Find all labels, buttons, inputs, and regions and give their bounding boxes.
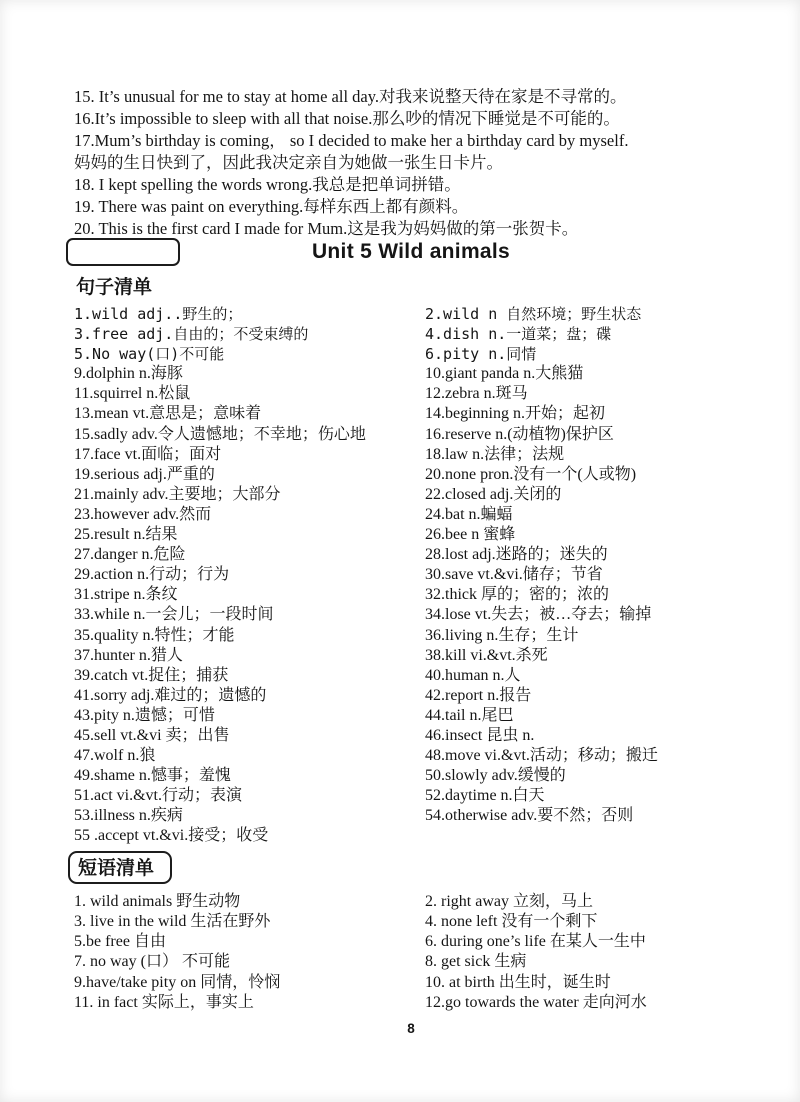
vocab-entry-right: 16.reserve n.(动植物)保护区 xyxy=(425,425,614,443)
vocab-entry-right: 18.law n.法律；法规 xyxy=(425,445,565,463)
vocab-entry-right: 52.daytime n.白天 xyxy=(425,787,545,805)
vocab-entry-right: 14.beginning n.开始；起初 xyxy=(425,405,605,423)
vocab-entry-right: 44.tail n.尾巴 xyxy=(425,706,514,724)
vocab-entry-right: 6.pity n.同情 xyxy=(425,345,537,364)
phrase-entry-right: 6. during one’s life 在某人一生中 xyxy=(425,933,646,951)
vocab-entry-right: 42.report n.报告 xyxy=(425,686,532,704)
vocab-row xyxy=(74,786,748,806)
vocab-entry-right: 4.dish n.一道菜；盘；碟 xyxy=(425,325,612,344)
vocab-entry-right: 54.otherwise adv.要不然；否则 xyxy=(425,807,634,825)
vocab-row xyxy=(74,746,748,766)
vocab-entry-left: 43.pity n.遗憾；可惜 xyxy=(74,706,215,724)
vocab-entry-right: 20.none pron.没有一个(人或物) xyxy=(425,465,637,483)
vocab-entry-left: 9.dolphin n.海豚 xyxy=(74,365,183,383)
vocab-row xyxy=(74,304,748,324)
vocab-row xyxy=(74,344,748,364)
vocab-row xyxy=(74,465,748,485)
vocab-entry-left: 33.while n.一会儿；一段时间 xyxy=(74,606,274,624)
vocab-entry-right: 24.bat n.蝙蝠 xyxy=(425,505,513,523)
vocab-entry-right: 12.zebra n.斑马 xyxy=(425,385,528,403)
phrase-list-label: 短语清单 xyxy=(68,851,172,884)
vocab-entry-right: 2.wild n 自然环境；野生状态 xyxy=(425,305,642,323)
phrase-entry-left: 3. live in the wild 生活在野外 xyxy=(74,912,271,930)
vocab-row xyxy=(74,425,748,445)
vocab-entry-left: 47.wolf n.狼 xyxy=(74,747,156,765)
phrase-row xyxy=(74,973,748,993)
phrase-entry-left: 11. in fact 实际上，事实上 xyxy=(74,994,254,1012)
vocab-entry-right: 30.save vt.&vi.储存；节省 xyxy=(425,566,603,584)
sentence-list-label: 句子清单 xyxy=(76,277,153,298)
vocab-entry-left: 13.mean vt.意思是；意味着 xyxy=(74,405,262,423)
vocab-row xyxy=(74,766,748,786)
vocab-entry-left: 25.result n.结果 xyxy=(74,526,178,544)
vocab-row xyxy=(74,505,748,525)
review-sentence-line: 19. There was paint on everything.每样东西上都有颜料。 xyxy=(74,197,469,216)
phrase-entry-right: 10. at birth 出生时，诞生时 xyxy=(425,973,611,991)
vocab-entry-right: 22.closed adj.关闭的 xyxy=(425,485,562,503)
vocab-entry-left: 17.face vt.面临；面对 xyxy=(74,445,222,463)
vocab-row xyxy=(74,565,748,585)
vocab-entry-left: 27.danger n.危险 xyxy=(74,546,186,564)
vocab-entry-left: 45.sell vt.&vi 卖；出售 xyxy=(74,726,230,744)
phrase-row xyxy=(74,892,748,912)
phrase-entry-right: 4. none left 没有一个剩下 xyxy=(425,912,598,930)
vocab-entry-left: 49.shame n.憾事；羞愧 xyxy=(74,767,231,785)
vocab-entry-left: 29.action n.行动；行为 xyxy=(74,566,230,584)
vocab-entry-right: 36.living n.生存；生计 xyxy=(425,626,579,644)
vocab-entry-right: 40.human n.人 xyxy=(425,666,521,684)
vocab-entry-left: 41.sorry adj.难过的；遗憾的 xyxy=(74,686,267,704)
vocab-entry-left: 3.free adj.自由的；不受束缚的 xyxy=(74,325,309,344)
vocab-entry-left: 15.sadly adv.令人遗憾地；不幸地；伤心地 xyxy=(74,425,366,443)
vocab-entry-left: 23.however adv.然而 xyxy=(74,505,212,523)
unit-title-row xyxy=(74,240,748,270)
sentence-review-list xyxy=(74,86,748,240)
vocab-row xyxy=(74,686,748,706)
vocab-entry-left: 21.mainly adv.主要地；大部分 xyxy=(74,485,281,503)
review-sentence-line: 17.Mum’s birthday is coming， so I decided to make her a birthday card by myself. xyxy=(74,131,629,150)
phrase-entry-left: 7. no way (口） 不可能 xyxy=(74,953,230,971)
phrase-entry-right: 2. right away 立刻，马上 xyxy=(425,892,593,910)
vocab-entry-right: 26.bee n 蜜蜂 xyxy=(425,526,516,544)
vocab-row xyxy=(74,384,748,404)
vocab-row xyxy=(74,646,748,666)
review-sentence-line: 18. I kept spelling the words wrong.我总是把单词拼错。 xyxy=(74,175,461,194)
vocab-row xyxy=(74,626,748,646)
vocab-row xyxy=(74,605,748,625)
vocab-entry-right: 34.lose vt.失去；被…夺去；输掉 xyxy=(425,606,652,624)
vocab-list xyxy=(74,304,748,847)
review-sentence-line: 15. It’s unusual for me to stay at home all day.对我来说整天待在家是不寻常的。 xyxy=(74,87,627,106)
phrase-row xyxy=(74,952,748,972)
phrase-row xyxy=(74,993,748,1013)
vocab-entry-right: 48.move vi.&vt.活动；移动；搬迁 xyxy=(425,747,658,765)
vocab-entry-right: 46.insect 昆虫 n. xyxy=(425,726,535,744)
vocab-entry-left: 31.stripe n.条纹 xyxy=(74,586,178,604)
vocab-row xyxy=(74,726,748,746)
review-sentence-line: 16.It’s impossible to sleep with all that noise.那么吵的情况下睡觉是不可能的。 xyxy=(74,109,620,128)
vocab-row xyxy=(74,545,748,565)
vocab-entry-left: 19.serious adj.严重的 xyxy=(74,465,215,483)
phrase-entry-left: 9.have/take pity on 同情，怜悯 xyxy=(74,973,281,991)
review-sentence-line: 20. This is the first card I made for Mum.这是我为妈妈做的第一张贺卡。 xyxy=(74,219,579,238)
vocab-row xyxy=(74,706,748,726)
phrase-list xyxy=(74,892,748,1014)
phrase-entry-left: 5.be free 自由 xyxy=(74,933,166,951)
vocab-row xyxy=(74,404,748,424)
vocab-row xyxy=(74,666,748,686)
vocab-row xyxy=(74,525,748,545)
vocab-row xyxy=(74,324,748,344)
vocab-row xyxy=(74,826,748,846)
vocab-entry-right: 32.thick 厚的；密的；浓的 xyxy=(425,586,609,604)
vocab-entry-left: 35.quality n.特性；才能 xyxy=(74,626,235,644)
vocab-entry-right: 10.giant panda n.大熊猫 xyxy=(425,365,584,383)
vocab-entry-right: 38.kill vi.&vt.杀死 xyxy=(425,646,548,664)
vocab-entry-right: 50.slowly adv.缓慢的 xyxy=(425,767,566,785)
vocab-entry-left: 55 .accept vt.&vi.接受；收受 xyxy=(74,827,269,845)
vocab-entry-left: 53.illness n.疾病 xyxy=(74,807,183,825)
phrase-entry-right: 8. get sick 生病 xyxy=(425,953,527,971)
vocab-entry-left: 39.catch vt.捉住；捕获 xyxy=(74,666,229,684)
vocab-entry-left: 37.hunter n.猎人 xyxy=(74,646,183,664)
vocab-row xyxy=(74,364,748,384)
phrase-entry-right: 12.go towards the water 走向河水 xyxy=(425,994,647,1012)
phrase-row xyxy=(74,932,748,952)
vocab-entry-right: 28.lost adj.迷路的；迷失的 xyxy=(425,546,608,564)
vocab-row xyxy=(74,585,748,605)
empty-label-box xyxy=(66,238,180,266)
vocab-row xyxy=(74,445,748,465)
vocab-entry-left: 1.wild adj..野生的； xyxy=(74,305,243,323)
unit-title: Unit 5 Wild animals xyxy=(311,240,511,263)
vocab-row xyxy=(74,806,748,826)
vocab-entry-left: 51.act vi.&vt.行动；表演 xyxy=(74,787,242,805)
vocab-entry-left: 5.No way(口)不可能 xyxy=(74,345,225,364)
phrase-row xyxy=(74,912,748,932)
vocab-entry-right xyxy=(425,826,748,846)
vocab-entry-left: 11.squirrel n.松鼠 xyxy=(74,385,191,403)
phrase-entry-left: 1. wild animals 野生动物 xyxy=(74,892,241,910)
review-sentence-line: 妈妈的生日快到了，因此我决定亲自为她做一张生日卡片。 xyxy=(74,153,503,172)
page-number: 8 xyxy=(407,1021,415,1037)
vocab-row xyxy=(74,485,748,505)
